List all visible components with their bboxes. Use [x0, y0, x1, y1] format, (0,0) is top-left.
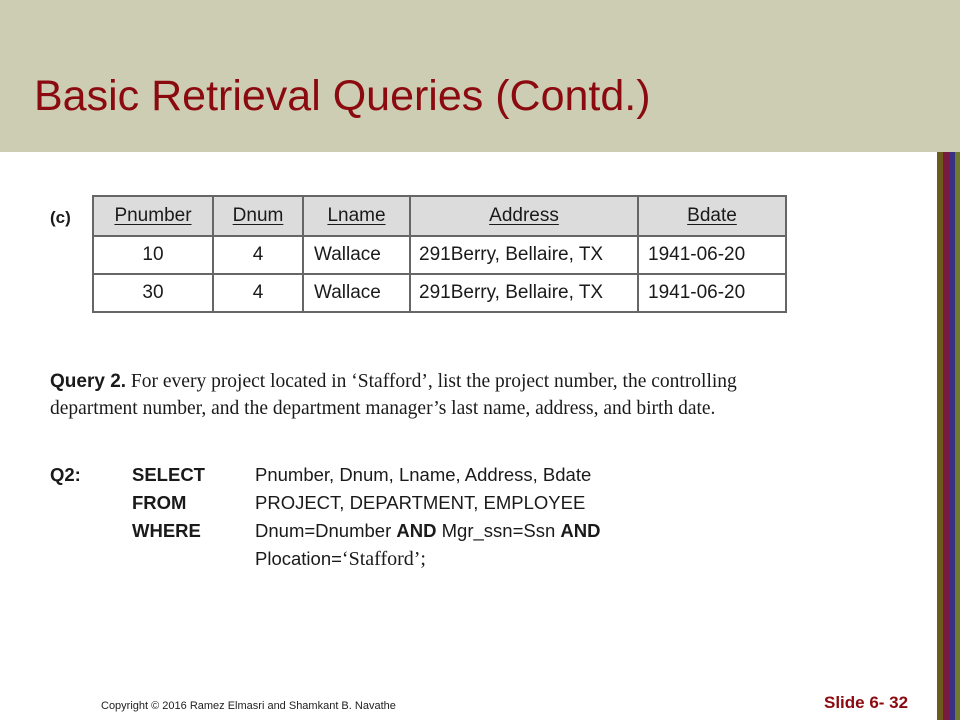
column-header-lname: Lname — [303, 196, 410, 236]
sql-condition: Dnum=Dnumber — [255, 520, 392, 541]
sql-keyword-select: SELECT — [132, 464, 205, 485]
sql-where-clause — [255, 520, 600, 542]
sql-string-literal: ‘Stafford’; — [341, 548, 426, 570]
table-row — [93, 274, 786, 312]
result-part-label: (c) — [50, 208, 71, 227]
table-cell: 1941-06-20 — [638, 274, 786, 312]
sql-keyword-where: WHERE — [132, 520, 201, 541]
sql-keyword-and: AND — [560, 520, 601, 541]
sql-from-clause: PROJECT, DEPARTMENT, EMPLOYEE — [255, 492, 586, 513]
table-cell: Wallace — [303, 274, 410, 312]
sql-condition: Mgr_ssn=Ssn — [441, 520, 556, 541]
query-text: For every project located in ‘Stafford’, list the project number, the controlling department number, and the department manager’s last name, address, and birth date. — [50, 371, 737, 419]
table-cell: 10 — [93, 236, 213, 274]
column-header-pnumber: Pnumber — [93, 196, 213, 236]
sql-label: Q2: — [50, 464, 81, 485]
column-header-dnum: Dnum — [213, 196, 303, 236]
decorative-stripe — [955, 152, 960, 720]
sql-where-clause-continued — [255, 548, 426, 571]
table-row — [93, 236, 786, 274]
sql-keyword-from: FROM — [132, 492, 187, 513]
table-cell: 291Berry, Bellaire, TX — [410, 236, 638, 274]
copyright-notice: Copyright © 2016 Ramez Elmasri and Shamkant B. Navathe — [101, 700, 396, 712]
table-cell: 30 — [93, 274, 213, 312]
table-cell: 4 — [213, 236, 303, 274]
column-header-bdate: Bdate — [638, 196, 786, 236]
slide-number: Slide 6- 32 — [824, 693, 909, 712]
table-cell: 4 — [213, 274, 303, 312]
sql-select-clause: Pnumber, Dnum, Lname, Address, Bdate — [255, 464, 592, 485]
sql-keyword-and: AND — [396, 520, 437, 541]
column-header-address: Address — [410, 196, 638, 236]
table-cell: 1941-06-20 — [638, 236, 786, 274]
query-label: Query 2. — [50, 371, 127, 392]
table-cell: Wallace — [303, 236, 410, 274]
slide-title: Basic Retrieval Queries (Contd.) — [34, 72, 651, 120]
table-header-row — [93, 196, 786, 236]
table-cell: 291Berry, Bellaire, TX — [410, 274, 638, 312]
sql-condition: Plocation= — [255, 548, 342, 569]
query-description — [50, 368, 810, 422]
result-table — [92, 195, 787, 313]
